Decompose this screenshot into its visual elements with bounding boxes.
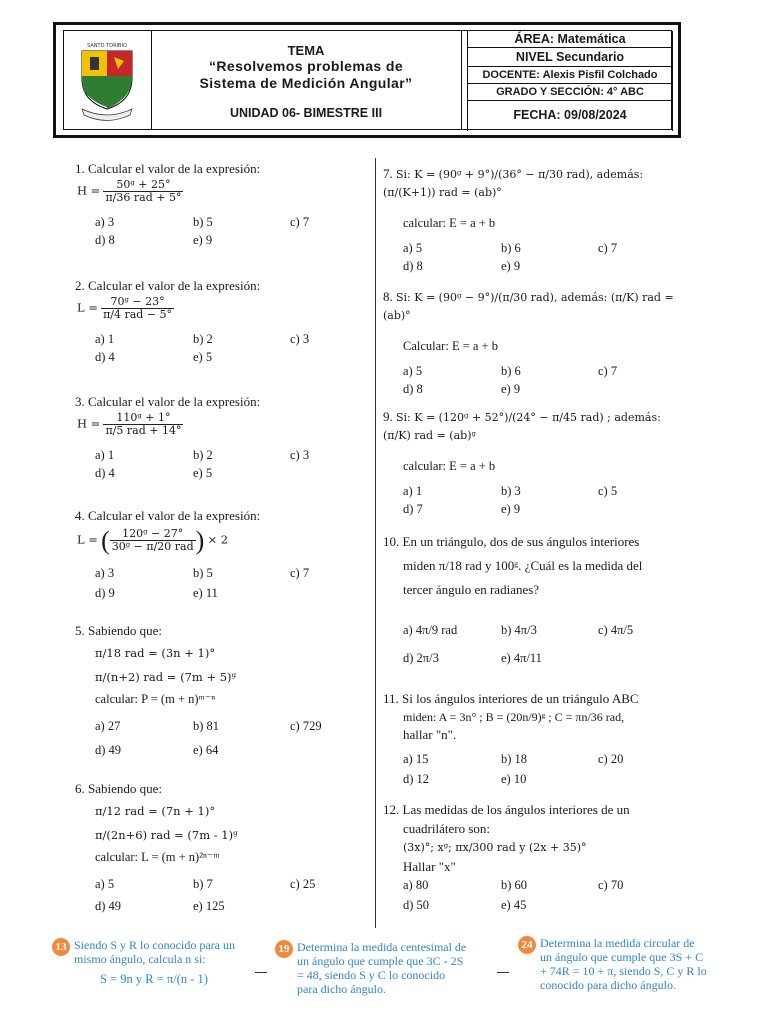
q9-option-b: b) 3 — [501, 484, 521, 498]
q5-stem: Sabiendo que: — [88, 623, 163, 638]
q3-option-d: d) 4 — [95, 466, 115, 480]
q4-option-e: e) 11 — [193, 586, 218, 600]
q12-option-a: a) 80 — [403, 878, 429, 892]
q10-option-b: b) 4π/3 — [501, 623, 537, 637]
q8-calc: Calcular: E = a + b — [403, 339, 498, 353]
q8-option-c: c) 7 — [598, 364, 618, 378]
q11-option-c: c) 20 — [598, 752, 624, 766]
q9-option-e: e) 9 — [501, 502, 521, 516]
q7-options — [383, 240, 683, 276]
q10-line-3: tercer ángulo en radianes? — [403, 582, 540, 597]
q10-options — [383, 618, 683, 668]
q4-stem: Calcular el valor de la expresión: — [88, 508, 261, 523]
q2-fraction: $\frac{\text{70ᵍ − 23°}}{\text{π/4 rad − 5°}}$ — [103, 295, 173, 321]
question-8 — [383, 288, 683, 399]
q7-option-c: c) 7 — [598, 241, 618, 255]
title-cell — [151, 31, 462, 129]
q10-line-2: miden π/18 rad y 100ᵍ. ¿Cuál es la medida del — [403, 558, 643, 573]
q5-number: 5. — [75, 623, 85, 638]
q2-option-e: e) 5 — [193, 350, 213, 364]
q3-number: 3. — [75, 394, 85, 409]
q5-line-2: π/(n+2) rad = (7m + 5)ᵍ — [95, 670, 237, 684]
q7-number: 7. — [383, 166, 393, 181]
q8-option-e: e) 9 — [501, 382, 521, 396]
q12-options — [383, 876, 683, 912]
q12-line-1: Las medidas de los ángulos interiores de un — [402, 802, 630, 817]
q5-option-c: c) 729 — [290, 719, 322, 733]
q5-line-1: π/18 rad = (3n + 1)° — [95, 646, 216, 660]
q12-option-b: b) 60 — [501, 878, 528, 892]
question-2 — [75, 277, 365, 367]
question-6 — [75, 780, 365, 912]
q11-option-a: a) 15 — [403, 752, 429, 766]
logo-cell — [64, 31, 152, 129]
school-crest-icon — [64, 31, 151, 131]
q9-option-d: d) 7 — [403, 502, 423, 516]
q9-number: 9. — [383, 409, 393, 424]
separator-dash — [255, 972, 267, 973]
q4-tail: × 2 — [207, 532, 229, 547]
q7-stem: Si: K = (90ᵍ + 9°)/(36° − π/30 rad), además: (π/(K+1)) rad = (ab)° — [383, 168, 644, 199]
nivel-row: NIVEL Secundario — [467, 48, 673, 67]
q6-number: 6. — [75, 781, 85, 796]
problem-13-text: Siendo S y R lo conocido para un mismo ángulo, calcula n si: — [74, 938, 235, 966]
q6-option-b: b) 7 — [193, 877, 213, 891]
question-1 — [75, 160, 365, 250]
q10-option-a: a) 4π/9 rad — [403, 623, 458, 637]
q8-option-b: b) 6 — [501, 364, 521, 378]
q3-fraction: $\frac{\text{110ᵍ + 1°}}{\text{π/5 rad + 14°}}$ — [105, 411, 182, 437]
q11-number: 11. — [383, 691, 399, 706]
q1-fraction: $\frac{\text{50ᵍ + 25°}}{\text{π/36 rad + 5°}}$ — [105, 178, 182, 204]
q4-fraction: $\frac{\text{120ᵍ − 27°}}{\text{30ᵍ − π/20 rad}}$ — [111, 527, 194, 553]
title-line-2: Sistema de Medición Angular” — [199, 75, 413, 91]
q4-option-c: c) 7 — [290, 566, 310, 580]
q12-option-d: d) 50 — [403, 898, 430, 912]
q5-calc: calcular: P = (m + n)ᵐ⁻ⁿ — [95, 692, 216, 706]
q1-option-a: a) 3 — [95, 215, 115, 229]
q4-option-b: b) 5 — [193, 566, 213, 580]
q11-option-e: e) 10 — [501, 772, 527, 786]
question-11 — [383, 690, 683, 786]
q2-stem: Calcular el valor de la expresión: — [88, 278, 261, 293]
q5-option-d: d) 49 — [95, 743, 122, 757]
problem-24 — [518, 936, 714, 992]
q6-option-c: c) 25 — [290, 877, 316, 891]
q10-number: 10. — [383, 534, 400, 549]
q9-options — [383, 483, 683, 519]
problem-19 — [275, 940, 475, 996]
problem-13-formula: S = 9n y R = π/(n - 1) — [100, 972, 208, 986]
q7-option-d: d) 8 — [403, 259, 423, 273]
q11-line-2: miden: A = 3n° ; B = (20n/9)ᵍ ; C = πn/36 rad, — [403, 710, 625, 724]
q11-line-3: hallar "n". — [403, 727, 457, 742]
q7-calc: calcular: E = a + b — [403, 216, 496, 230]
q1-lhs: H = — [77, 183, 101, 198]
q1-option-c: c) 7 — [290, 215, 310, 229]
q12-number: 12. — [383, 802, 400, 817]
q1-stem: Calcular el valor de la expresión: — [88, 161, 261, 176]
q6-stem: Sabiendo que: — [88, 781, 163, 796]
q6-line-1: π/12 rad = (7n + 1)° — [95, 804, 216, 818]
q7-option-a: a) 5 — [403, 241, 423, 255]
q11-option-d: d) 12 — [403, 772, 430, 786]
tema-label: TEMA — [287, 43, 325, 58]
q5-option-a: a) 27 — [95, 719, 121, 733]
q12-line-4: Hallar "x" — [403, 859, 456, 874]
q3-option-a: a) 1 — [95, 448, 115, 462]
problem-19-text: Determina la medida centesimal de un ángulo que cumple que 3C - 2S = 48, siendo S y C lo conocido para dicho ángulo. — [297, 940, 467, 996]
question-9 — [383, 408, 683, 519]
q9-calc: calcular: E = a + b — [403, 459, 496, 473]
q1-option-e: e) 9 — [193, 233, 213, 247]
q6-option-d: d) 49 — [95, 899, 122, 913]
q11-line-1: Si los ángulos interiores de un triángulo ABC — [402, 691, 639, 706]
q4-options — [75, 565, 365, 601]
docente-row: DOCENTE: Alexis Pisfil Colchado — [467, 67, 673, 84]
q6-calc: calcular: L = (m + n)²ⁿ⁻ᵐ — [95, 850, 220, 864]
q1-options — [75, 214, 365, 250]
q6-option-a: a) 5 — [95, 877, 115, 891]
q9-option-c: c) 5 — [598, 484, 618, 498]
q2-option-a: a) 1 — [95, 332, 115, 346]
q10-option-d: d) 2π/3 — [403, 651, 439, 665]
q5-options — [75, 718, 365, 757]
problem-24-badge: 24 — [518, 936, 536, 954]
svg-text:SANTO TORIBIO: SANTO TORIBIO — [87, 43, 127, 49]
q3-option-e: e) 5 — [193, 466, 213, 480]
question-7 — [383, 165, 683, 276]
q4-number: 4. — [75, 508, 85, 523]
q11-options — [383, 750, 683, 786]
q2-option-c: c) 3 — [290, 332, 310, 346]
question-4: 4. Calcular el valor de la expresión: L = ( $\frac{\text{120ᵍ − 27°}}{\text{30ᵍ − π/20 rad}}$ ) × 2 a) 3 b) 5 c) 7 d) 9 e) 11 — [75, 507, 365, 601]
title-line-1: “Resolvemos problemas de — [209, 58, 403, 74]
q4-lhs: L = — [77, 532, 98, 547]
q8-option-d: d) 8 — [403, 382, 423, 396]
q2-lhs: L = — [77, 300, 98, 315]
question-12 — [383, 800, 683, 912]
q6-options — [75, 876, 365, 912]
q5-option-b: b) 81 — [193, 719, 220, 733]
q8-options — [383, 363, 683, 399]
q9-option-a: a) 1 — [403, 484, 423, 498]
column-divider — [375, 158, 376, 928]
q1-number: 1. — [75, 161, 85, 176]
q3-lhs: H = — [77, 416, 101, 431]
q12-option-e: e) 45 — [501, 898, 527, 912]
problem-13 — [52, 938, 252, 986]
unit-label: UNIDAD 06- BIMESTRE III — [229, 106, 383, 120]
problem-19-badge: 19 — [275, 940, 293, 958]
q3-option-b: b) 2 — [193, 448, 213, 462]
problem-24-text: Determina la medida circular de un ángulo que cumple que 3S + C + 74R = 10 + π, siendo S, C y R lo conocido para dicho ángulo. — [540, 936, 707, 992]
q6-line-2: π/(2n+6) rad = (7m - 1)ᵍ — [95, 828, 238, 842]
q12-line-2: cuadrilátero son: — [403, 821, 490, 836]
q4-option-a: a) 3 — [95, 566, 115, 580]
q12-line-3: (3x)°; xᵍ; πx/300 rad y (2x + 35)° — [403, 841, 587, 854]
q3-stem: Calcular el valor de la expresión: — [88, 394, 261, 409]
separator-dash — [497, 972, 509, 973]
q1-option-b: b) 5 — [193, 215, 213, 229]
q3-option-c: c) 3 — [290, 448, 310, 462]
area-row: ÁREA: Matemática — [467, 31, 673, 48]
q6-option-e: e) 125 — [193, 899, 225, 913]
q11-option-b: b) 18 — [501, 752, 528, 766]
q2-option-b: b) 2 — [193, 332, 213, 346]
question-5 — [75, 622, 365, 757]
fecha-row: FECHA: 09/08/2024 — [467, 101, 673, 131]
q4-option-d: d) 9 — [95, 586, 115, 600]
question-3 — [75, 393, 365, 483]
q8-stem: Si: K = (90ᵍ − 9°)/(π/30 rad), además: (π/K) rad = (ab)° — [383, 291, 674, 322]
q10-option-e: e) 4π/11 — [501, 651, 542, 665]
question-10 — [383, 530, 683, 668]
q8-option-a: a) 5 — [403, 364, 423, 378]
q2-options — [75, 331, 365, 367]
q7-option-b: b) 6 — [501, 241, 521, 255]
info-cell — [467, 31, 673, 129]
q3-options — [75, 447, 365, 483]
q8-number: 8. — [383, 289, 393, 304]
q10-line-1: En un triángulo, dos de sus ángulos interiores — [402, 534, 640, 549]
header-box — [53, 22, 681, 138]
header-inner — [63, 30, 672, 130]
q7-option-e: e) 9 — [501, 259, 521, 273]
q1-option-d: d) 8 — [95, 233, 115, 247]
problem-13-badge: 13 — [52, 938, 70, 956]
q9-stem: Si: K = (120ᵍ + 52°)/(24° − π/45 rad) ; además: (π/K) rad = (ab)ᵍ — [383, 411, 661, 442]
grado-row: GRADO Y SECCIÓN: 4° ABC — [467, 84, 673, 101]
q2-option-d: d) 4 — [95, 350, 115, 364]
q2-number: 2. — [75, 278, 85, 293]
q5-option-e: e) 64 — [193, 743, 219, 757]
q10-option-c: c) 4π/5 — [598, 623, 634, 637]
q12-option-c: c) 70 — [598, 878, 624, 892]
